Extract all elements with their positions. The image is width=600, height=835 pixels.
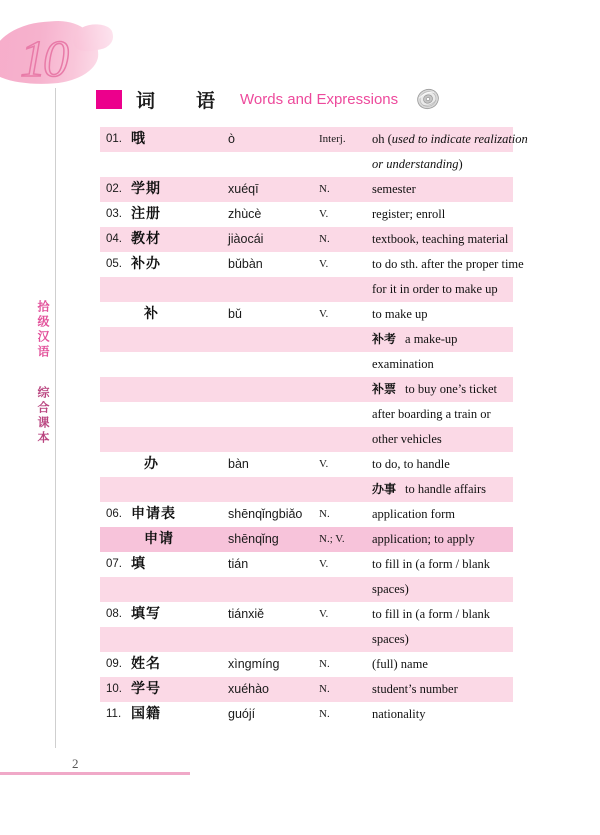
- vocab-row: [100, 427, 513, 452]
- vocab-row: [100, 552, 513, 577]
- vocab-word-chinese: 申请表: [131, 506, 176, 522]
- vocab-word-chinese: 申请: [144, 531, 174, 547]
- vocab-row: [100, 252, 524, 277]
- vocab-definition-english: 补考 a make-up: [372, 332, 458, 346]
- section-marker-square: [96, 90, 122, 109]
- section-title-english: Words and Expressions: [240, 90, 399, 108]
- vocab-part-of-speech: N.: [319, 508, 330, 520]
- vocab-pinyin: guójí: [228, 707, 256, 721]
- vocab-index: 04.: [106, 233, 122, 245]
- vocab-index: 11.: [106, 708, 122, 720]
- vocab-part-of-speech: N.: [319, 683, 330, 695]
- vocab-row: [100, 352, 513, 377]
- vocab-row: [100, 277, 513, 302]
- vocab-index: 06.: [106, 508, 122, 520]
- vocab-row: [100, 602, 513, 627]
- vocab-definition-english: oh (used to indicate realization: [372, 132, 528, 146]
- vocab-index: 03.: [106, 208, 122, 220]
- vocab-row: [100, 577, 513, 602]
- vocab-definition-english: or understanding): [372, 157, 463, 171]
- page-number: 2: [72, 756, 79, 771]
- vocab-definition-english: spaces): [372, 632, 409, 646]
- vocab-index: 05.: [106, 258, 122, 270]
- vocab-part-of-speech: V.: [319, 208, 329, 220]
- vocab-word-chinese: 补: [144, 306, 159, 322]
- vocab-example-chinese: 办事: [372, 482, 397, 496]
- vocab-row: [100, 627, 513, 652]
- vocab-definition-english: semester: [372, 182, 416, 196]
- vocab-definition-english: to fill in (a form / blank: [372, 557, 491, 571]
- vocab-pinyin: ò: [228, 132, 235, 146]
- vocab-definition-english: to fill in (a form / blank: [372, 607, 491, 621]
- section-title-chinese: 词 语: [136, 89, 227, 112]
- vocab-word-chinese: 国籍: [131, 706, 161, 722]
- vocab-row: [100, 377, 513, 402]
- vocab-pinyin: tián: [228, 557, 249, 571]
- vocabulary-table: [100, 127, 528, 727]
- vocab-definition-italic: used to indicate realization: [391, 132, 528, 146]
- vocab-row: [100, 677, 513, 702]
- vocab-word-chinese: 姓名: [131, 656, 161, 672]
- vocab-part-of-speech: V.: [319, 308, 329, 320]
- vocab-definition-english: 办事 to handle affairs: [372, 482, 487, 496]
- vocab-definition-english: other vehicles: [372, 432, 442, 446]
- vocab-pinyin: zhùcè: [228, 207, 262, 221]
- sidebar-book-title: 综合课本: [36, 386, 50, 446]
- vocab-pinyin: bǔ: [228, 307, 242, 321]
- vocab-row: [100, 402, 513, 427]
- section-header: [96, 86, 441, 112]
- vocab-pinyin: shēnqǐng: [228, 532, 279, 546]
- vocab-row: [100, 202, 513, 227]
- vocab-definition-english: application; to apply: [372, 532, 475, 546]
- vocab-part-of-speech: V.: [319, 258, 329, 270]
- vocab-word-chinese: 学期: [131, 181, 161, 197]
- vocab-row: [100, 702, 513, 727]
- sidebar-vertical-title: [30, 300, 56, 446]
- vocab-word-chinese: 教材: [131, 231, 161, 247]
- vocab-index: 08.: [106, 608, 122, 620]
- vocab-definition-english: to do, to handle: [372, 457, 450, 471]
- vocab-part-of-speech: N.: [319, 658, 330, 670]
- vocab-row: [100, 302, 513, 327]
- vocab-example-chinese: 补票: [372, 382, 397, 396]
- vocab-definition-english: textbook, teaching material: [372, 232, 509, 246]
- chapter-number: 10: [20, 31, 66, 88]
- vocab-index: 01.: [106, 133, 122, 145]
- footer-rule: [0, 772, 190, 775]
- cd-disc-icon: [415, 88, 441, 110]
- vocab-definition-english: register; enroll: [372, 207, 446, 221]
- vocab-definition-english: after boarding a train or: [372, 407, 491, 421]
- vocab-pinyin: xuéqī: [228, 182, 259, 196]
- vocab-definition-english: to make up: [372, 307, 428, 321]
- vocab-definition-english: spaces): [372, 582, 409, 596]
- vocab-row: [100, 502, 513, 527]
- vocab-definition-english: to do sth. after the proper time: [372, 257, 524, 271]
- vocab-word-chinese: 哦: [131, 131, 146, 147]
- sidebar-series-title: 拾级汉语: [36, 300, 50, 360]
- vocab-index: 02.: [106, 183, 122, 195]
- vocab-definition-english: 补票 to buy one’s ticket: [372, 382, 498, 396]
- vocab-index: 10.: [106, 683, 122, 695]
- vocab-pinyin: shēnqǐngbiǎo: [228, 507, 303, 521]
- vocab-part-of-speech: N.: [319, 183, 330, 195]
- vocab-definition-italic: or understanding: [372, 157, 459, 171]
- vocab-index: 07.: [106, 558, 122, 570]
- vocab-row: [100, 152, 513, 177]
- vocab-part-of-speech: V.: [319, 458, 329, 470]
- vocab-word-chinese: 填写: [131, 606, 161, 622]
- vocab-row: [100, 527, 513, 552]
- vocab-word-chinese: 注册: [131, 206, 161, 222]
- vocab-part-of-speech: N.: [319, 233, 330, 245]
- vocab-row: [100, 327, 513, 352]
- vocab-word-chinese: 办: [144, 456, 159, 472]
- vocab-pinyin: jiàocái: [228, 232, 264, 246]
- vocab-word-chinese: 学号: [131, 681, 161, 697]
- vocab-definition-english: application form: [372, 507, 455, 521]
- vocab-row: [100, 127, 528, 152]
- vocab-row: [100, 652, 513, 677]
- vocab-definition-english: (full) name: [372, 657, 428, 671]
- vocab-row: [100, 177, 513, 202]
- vocab-pinyin: bàn: [228, 457, 249, 471]
- vocab-definition-english: student’s number: [372, 682, 458, 696]
- vocab-row: [100, 452, 513, 477]
- vocab-example-chinese: 补考: [372, 332, 397, 346]
- vocab-definition-english: nationality: [372, 707, 426, 721]
- vocab-index: 09.: [106, 658, 122, 670]
- vocab-word-chinese: 填: [131, 556, 146, 572]
- vocab-word-chinese: 补办: [131, 256, 161, 272]
- vocab-row: [100, 477, 513, 502]
- vocab-pinyin: bǔbàn: [228, 257, 263, 271]
- vocab-pinyin: xìngmíng: [228, 657, 280, 671]
- vocab-definition-english: examination: [372, 357, 434, 371]
- vocab-part-of-speech: V.: [319, 608, 329, 620]
- vocab-definition-english: for it in order to make up: [372, 282, 498, 296]
- vocab-part-of-speech: Interj.: [319, 133, 346, 145]
- vocab-pinyin: xuéhào: [228, 682, 270, 696]
- vocab-part-of-speech: N.; V.: [319, 533, 345, 545]
- vocab-pinyin: tiánxiě: [228, 607, 265, 621]
- vocab-part-of-speech: V.: [319, 558, 329, 570]
- vocab-part-of-speech: N.: [319, 708, 330, 720]
- vocab-row: [100, 227, 513, 252]
